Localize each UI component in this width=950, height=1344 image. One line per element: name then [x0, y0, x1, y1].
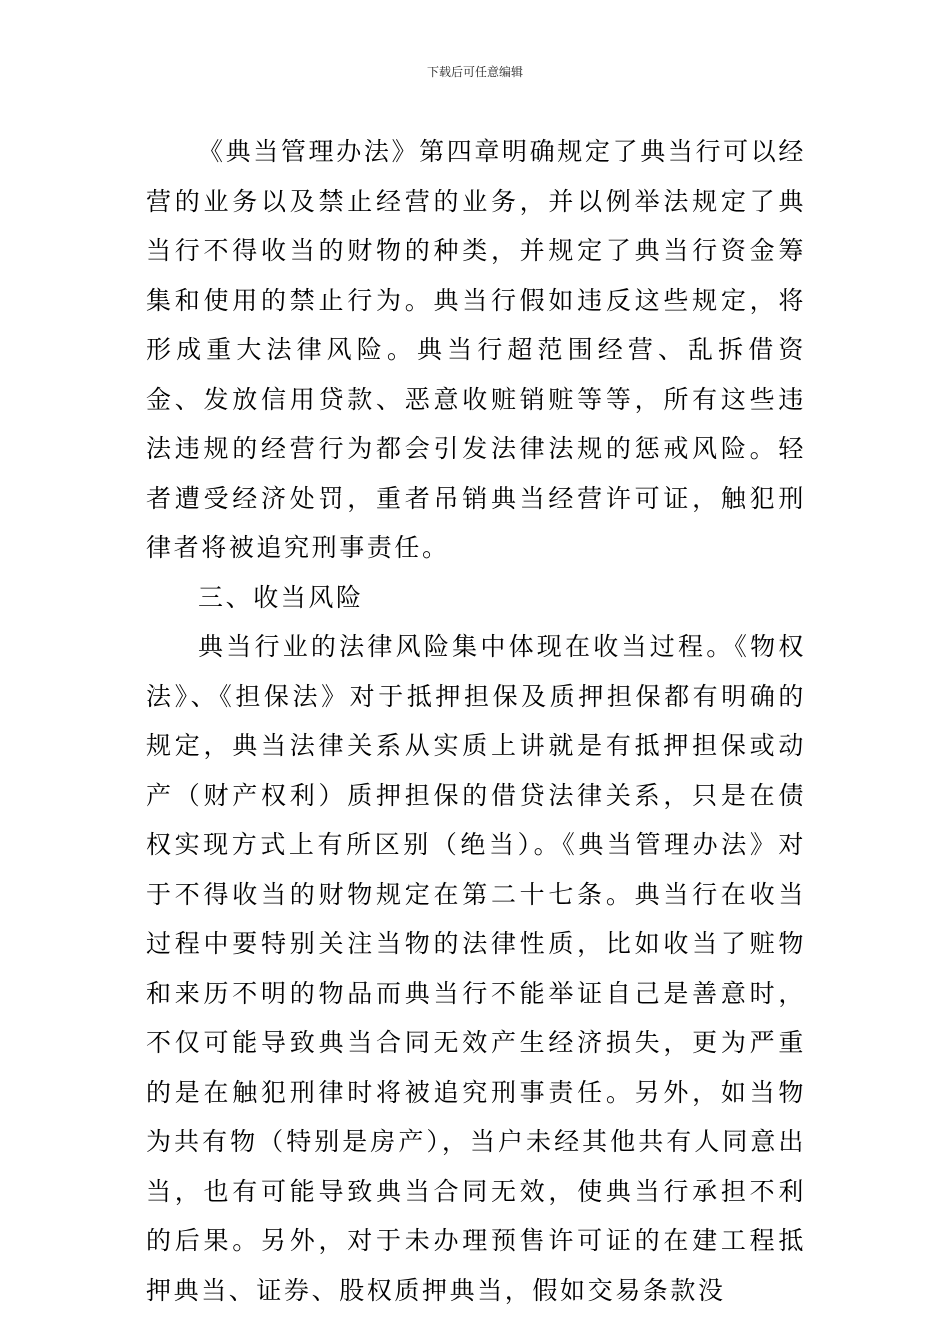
document-body — [146, 127, 806, 1315]
paragraph-pawn-risk: 典当行业的法律风险集中体现在收当过程。《物权法》、《担保法》对于抵押担保及质押担保都有明确的规定，典当法律关系从实质上讲就是有抵押担保或动产（财产权利）质押担保的借贷法律关系，只是在债权实现方式上有所区别（绝当）。《典当管理办法》对于不得收当的财物规定在第二十七条。典当行在收当过程中要特别关注当物的法律性质，比如收当了赃物和来历不明的物品而典当行不能举证自己是善意时，不仅可能导致典当合同无效产生经济损失，更为严重的是在触犯刑律时将被追究刑事责任。另外，如当物为共有物（特别是房产），当户未经其他共有人同意出当，也有可能导致典当合同无效，使典当行承担不利的后果。另外，对于未办理预售许可证的在建工程抵押典当、证券、股权质押典当，假如交易条款没 — [146, 632, 806, 1305]
paragraph-regulations: 《典当管理办法》第四章明确规定了典当行可以经营的业务以及禁止经营的业务，并以例举法规定了典当行不得收当的财物的种类，并规定了典当行资金筹集和使用的禁止行为。典当行假如违反这些规定，将形成重大法律风险。典当行超范围经营、乱拆借资金、发放信用贷款、恶意收赃销赃等等，所有这些违法违规的经营行为都会引发法律法规的惩戒风险。轻者遭受经济处罚，重者吊销典当经营许可证，触犯刑律者将被追究刑事责任。 — [146, 137, 806, 562]
section-heading: 三、收当风险 — [198, 582, 364, 612]
page-header-note: 下载后可任意编辑 — [426, 65, 523, 79]
